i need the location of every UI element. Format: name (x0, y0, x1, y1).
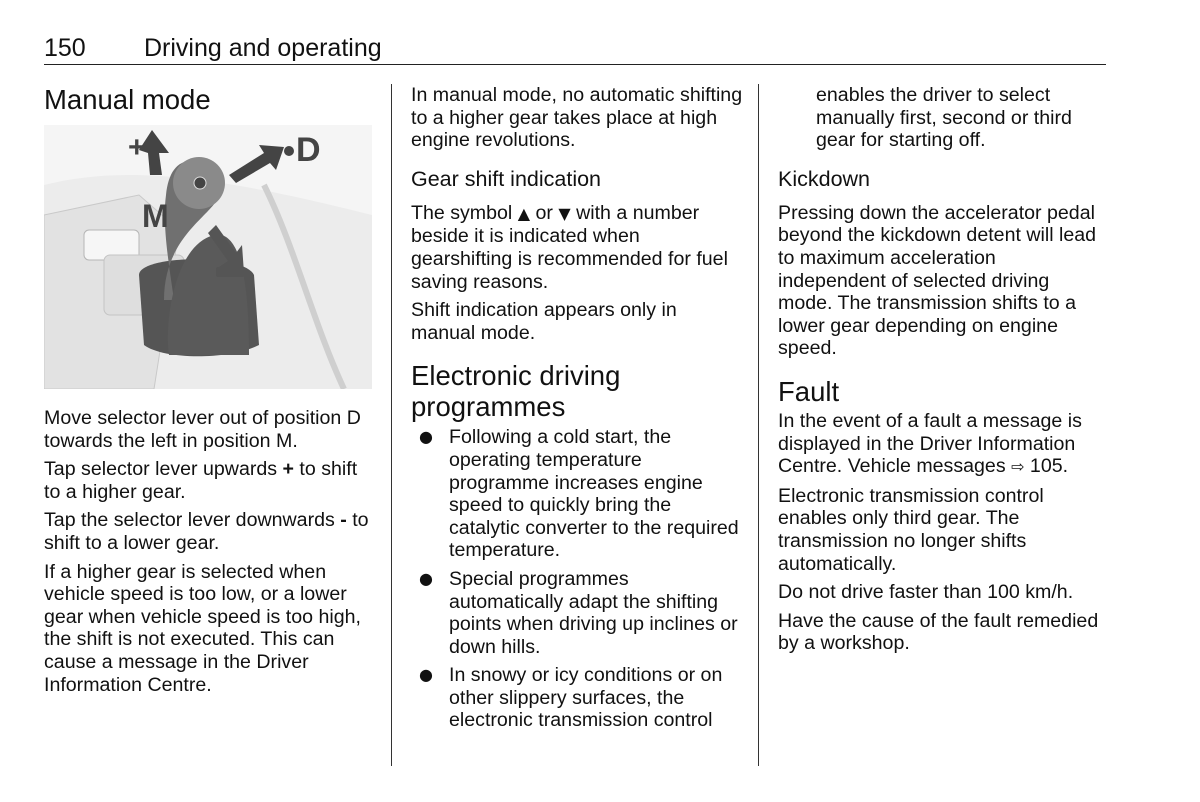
bullet-icon: ● (419, 665, 433, 685)
section-title: Electronic driving programmes (411, 360, 621, 423)
paragraph: In manual mode, no automatic shifting to a higher gear takes place at high engine revolutions. (411, 84, 743, 152)
paragraph: Pressing down the accelerator pedal beyond the kickdown detent will lead to maximum acceleration independent of selected driving mode. The transmission shifts to a lower gear depending on engine speed. (778, 201, 1097, 360)
column-2 (411, 84, 746, 732)
paragraph: Have the cause of the fault remedied by a workshop. (778, 609, 1099, 655)
paragraph: Tap selector lever upwards + to shift to a higher gear. (44, 458, 358, 503)
bullet-list (411, 426, 746, 732)
subsection-heading: Gear shift indication (411, 166, 602, 191)
paragraph: Electronic transmission control enables only third gear. The transmission no longer shifts automatically. (778, 484, 1044, 575)
bullet-icon: ● (419, 568, 433, 588)
list-item: ● Following a cold start, the operating temperature programme increases engine speed to quickly bring the catalytic converter to the required temperature. (419, 426, 739, 562)
section-title: Manual mode (44, 84, 211, 115)
column-3 (778, 84, 1108, 655)
bullet-icon: ● (419, 427, 433, 447)
list-item: ● Special programmes automatically adapt the shifting points when driving up inclines or down hills. (419, 567, 738, 658)
up-arrow-icon: ▲ (517, 203, 531, 223)
column-divider (391, 84, 392, 766)
paragraph: The symbol ▲ or ▼ with a number beside it is indicated when gearshifting is recommended for fuel saving reasons. (411, 201, 728, 293)
page-header (44, 34, 1106, 65)
list-item: ● In snowy or icy conditions or on other slippery surfaces, the electronic transmission control (419, 664, 723, 732)
paragraph: Move selector lever out of position D towards the left in position M. (44, 407, 361, 452)
drive-label: D (296, 131, 321, 169)
section-title: Fault (778, 375, 840, 407)
column-divider (758, 84, 759, 766)
plus-label: + (128, 131, 146, 164)
paragraph: Shift indication appears only in manual mode. (411, 299, 677, 344)
page-reference-icon: ⇨ (1011, 457, 1025, 477)
gear-selector-figure (44, 125, 372, 389)
manual-label: M (142, 198, 169, 234)
paragraph: In the event of a fault a message is displayed in the Driver Information Centre. Vehicle messages ⇨ 105. (778, 409, 1082, 478)
gear-lever-illustration (44, 125, 372, 389)
down-arrow-icon: ▼ (558, 203, 571, 223)
paragraph: Tap the selector lever downwards - to shift to a lower gear. (44, 509, 369, 554)
chapter-title: Driving and operating (144, 34, 382, 62)
page-number: 150 (44, 34, 86, 62)
paragraph: Do not drive faster than 100 km/h. (778, 581, 1074, 604)
paragraph: If a higher gear is selected when vehicle speed is too low, or a lower gear when vehicle speed is too high, the shift is not executed. This can cause a message in the Driver Information Centre. (44, 560, 361, 696)
list-item-continuation: enables the driver to select manually first, second or third gear for starting off. (816, 84, 1072, 152)
subsection-heading: Kickdown (778, 166, 871, 191)
